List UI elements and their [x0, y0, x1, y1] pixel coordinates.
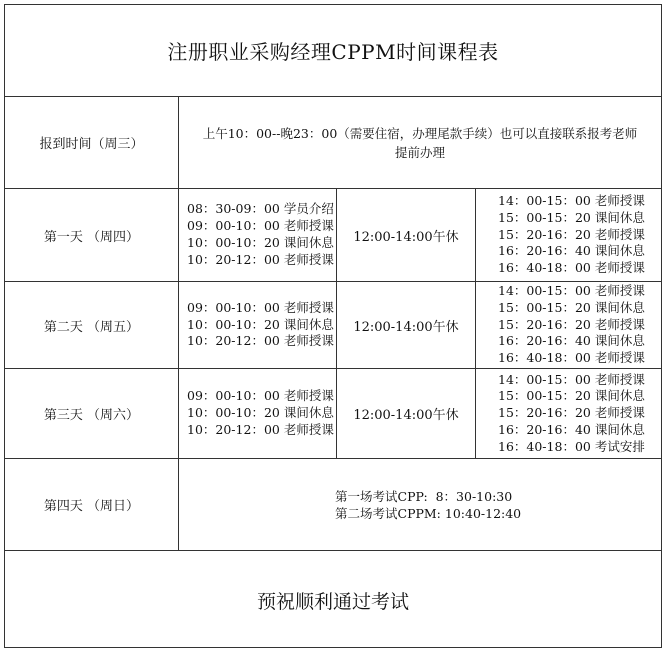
afternoon-schedule	[475, 282, 661, 368]
schedule-entry: 第二场考试CPPM: 10:40-12:40	[335, 505, 522, 521]
closing-message: 预祝顺利通过考试	[256, 590, 409, 613]
exam-schedule	[178, 459, 661, 550]
day-row	[5, 282, 661, 369]
schedule-entry: 10：00-10：20 课间休息	[187, 405, 334, 421]
schedule-entry: 09：00-10：00 老师授课	[187, 388, 334, 404]
schedule-entry: 15：20-16：20 老师授课	[498, 316, 645, 332]
schedule-entry: 16：20-16：40 课间休息	[498, 333, 645, 349]
schedule-entry: 10：20-12：00 老师授课	[187, 251, 334, 267]
lunch-break: 12:00-14:00午休	[336, 282, 475, 368]
registration-label: 报到时间（周三）	[39, 137, 144, 152]
schedule-entry: 第一场考试CPP: 8：30-10:30	[335, 488, 513, 504]
morning-schedule	[178, 282, 336, 368]
lunch-break: 12:00-14:00午休	[336, 189, 475, 281]
day-label: 第一天 （周四）	[43, 229, 140, 245]
schedule-entry: 16：20-16：40 课间休息	[498, 421, 645, 437]
schedule-table	[4, 4, 662, 648]
day-row	[5, 189, 661, 282]
schedule-entry: 16：40-18：00 老师授课	[498, 260, 645, 276]
schedule-entry: 16：40-18：00 老师授课	[498, 350, 645, 366]
schedule-entry: 16：20-16：40 课间休息	[498, 243, 645, 259]
afternoon-schedule	[475, 189, 661, 281]
schedule-entry: 08：30-09：00 学员介绍	[187, 201, 334, 217]
schedule-entry: 09：00-10：00 老师授课	[187, 299, 334, 315]
schedule-entry: 15：00-15：20 课间休息	[498, 299, 645, 315]
lunch-break: 12:00-14:00午休	[336, 369, 475, 458]
day-label: 第三天 （周六）	[43, 408, 140, 423]
afternoon-schedule	[475, 369, 661, 458]
exam-day-row	[5, 459, 661, 551]
schedule-entry: 14：00-15：00 老师授课	[498, 193, 645, 208]
schedule-entry: 10：20-12：00 老师授课	[187, 421, 334, 437]
schedule-entry: 15：00-15：20 课间休息	[498, 209, 645, 225]
registration-note: 上午10：00--晚23：00（需要住宿，办理尾款手续）也可以直接联系报考老师提前办理	[178, 97, 661, 188]
schedule-entry: 16：40-18：00 考试安排	[498, 438, 645, 454]
schedule-entry: 09：00-10：00 老师授课	[187, 218, 334, 234]
morning-schedule	[178, 369, 336, 458]
morning-schedule	[178, 189, 336, 281]
schedule-entry: 10：00-10：20 课间休息	[187, 235, 334, 250]
schedule-entry: 10：20-12：00 老师授课	[187, 333, 334, 349]
schedule-entry: 15：20-16：20 老师授课	[498, 405, 645, 421]
schedule-entry: 15：20-16：20 老师授课	[498, 226, 645, 242]
schedule-entry: 14：00-15：00 老师授课	[498, 371, 645, 387]
day-row	[5, 369, 661, 459]
registration-row	[5, 97, 661, 189]
schedule-entry: 14：00-15：00 老师授课	[498, 283, 645, 298]
schedule-entry: 15：00-15：20 课间休息	[498, 388, 645, 404]
exam-day-label: 第四天 （周日）	[43, 499, 140, 514]
page-title: 注册职业采购经理CPPM时间课程表	[5, 5, 661, 97]
schedule-entry: 10：00-10：20 课间休息	[187, 316, 334, 332]
day-label: 第二天 （周五）	[43, 319, 140, 335]
